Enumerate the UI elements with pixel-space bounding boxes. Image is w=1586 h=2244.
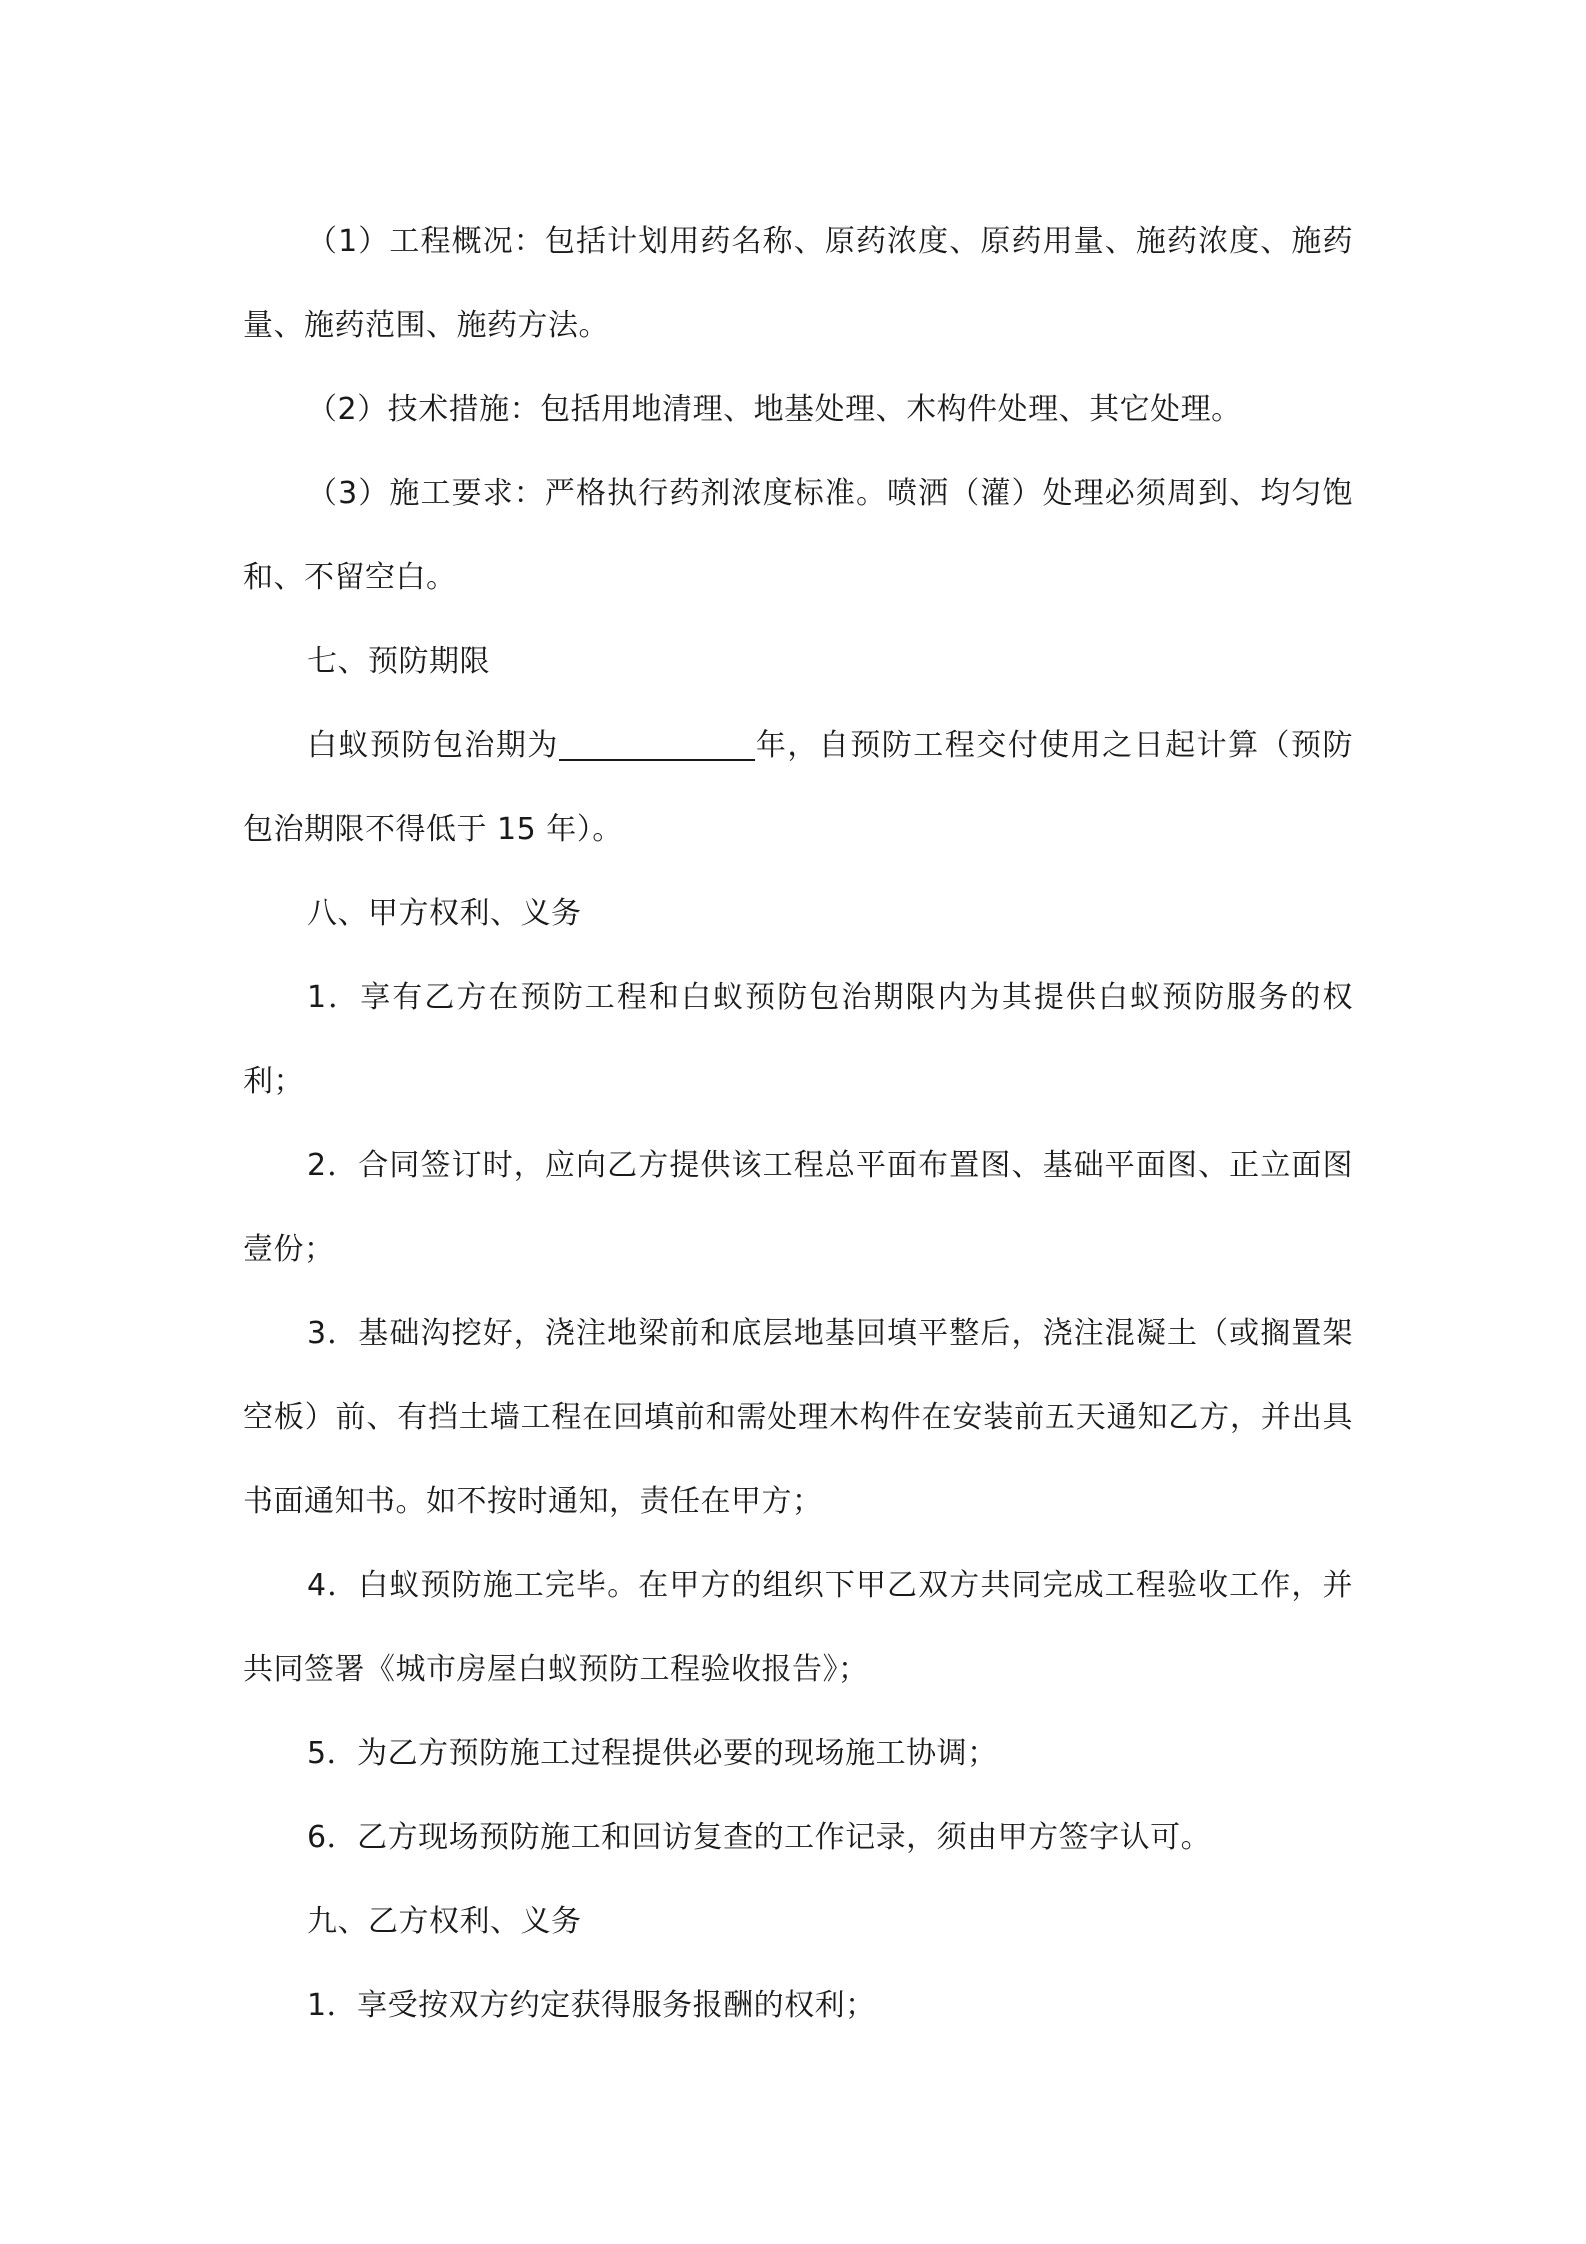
paragraph-project-overview: （1）工程概况：包括计划用药名称、原药浓度、原药用量、施药浓度、施药量、施药范围、施药方法。 [243, 224, 1353, 343]
warranty-years-blank [559, 729, 755, 761]
party-a-item-5: 5．为乙方预防施工过程提供必要的现场施工协调； [307, 1736, 998, 1771]
party-a-item-6: 6．乙方现场预防施工和回访复查的工作记录，须由甲方签字认可。 [307, 1820, 1212, 1855]
section-heading-prevention-period: 七、预防期限 [307, 644, 490, 679]
party-a-item-3: 3．基础沟挖好，浇注地梁前和底层地基回填平整后，浇注混凝土（或搁置架空板）前、有挡土墙工程在回填前和需处理木构件在安装前五天通知乙方，并出具书面通知书。如不按时通知，责任在甲方； [243, 1316, 1353, 1519]
warranty-text-before-blank: 白蚁预防包治期为 [307, 728, 559, 763]
party-a-item-2: 2．合同签订时，应向乙方提供该工程总平面布置图、基础平面图、正立面图壹份； [243, 1148, 1353, 1267]
warranty-text-after-blank: 年，自预防工程交付使用之日起计算（预防包治期限不得低于 15 年）。 [243, 728, 1354, 847]
party-a-item-4: 4．白蚁预防施工完毕。在甲方的组织下甲乙双方共同完成工程验收工作，并共同签署《城市房屋白蚁预防工程验收报告》； [243, 1568, 1353, 1687]
document-body [243, 200, 1353, 2048]
section-heading-party-a: 八、甲方权利、义务 [307, 896, 582, 931]
party-a-item-1: 1．享有乙方在预防工程和白蚁预防包治期限内为其提供白蚁预防服务的权利； [243, 980, 1353, 1099]
paragraph-warranty-period [243, 704, 1353, 872]
paragraph-technical-measures: （2）技术措施：包括用地清理、地基处理、木构件处理、其它处理。 [307, 392, 1242, 427]
paragraph-construction-requirements: （3）施工要求：严格执行药剂浓度标准。喷洒（灌）处理必须周到、均匀饱和、不留空白。 [243, 476, 1353, 595]
party-b-item-1: 1．享受按双方约定获得服务报酬的权利； [307, 1988, 876, 2023]
section-heading-party-b: 九、乙方权利、义务 [307, 1904, 582, 1939]
